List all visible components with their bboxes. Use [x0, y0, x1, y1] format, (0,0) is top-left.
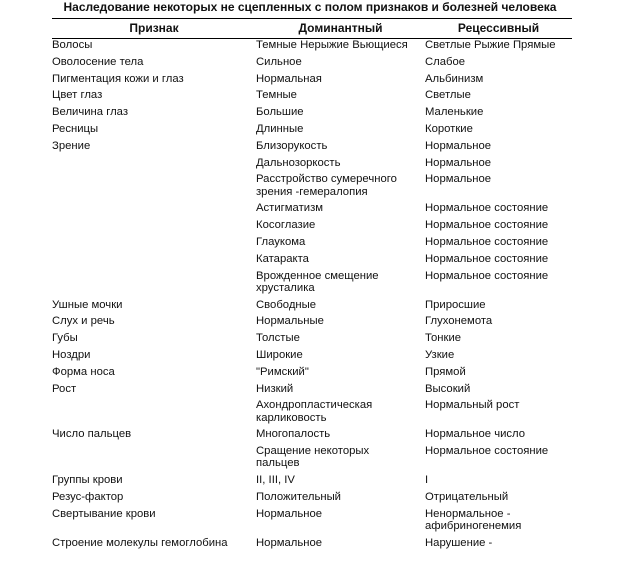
trait-cell: [52, 56, 256, 73]
table-row: [52, 399, 572, 428]
dominant-cell: [256, 491, 425, 508]
dominant-cell-text: Нормальное: [256, 536, 323, 549]
trait-cell: [52, 253, 256, 270]
trait-cell: [52, 202, 256, 219]
dominant-cell: [256, 445, 425, 474]
dominant-cell-text: Косоглазие: [256, 219, 316, 232]
recessive-cell: [425, 474, 572, 491]
dominant-cell-text: Многопалость: [256, 428, 331, 441]
table-row: [52, 270, 572, 299]
dominant-cell-text: Темные Нерыжие Вьющиеся: [256, 39, 408, 51]
trait-cell-text: Оволосение тела: [52, 55, 144, 68]
dominant-cell: [256, 123, 425, 140]
table-body: [52, 39, 572, 554]
recessive-cell: [425, 508, 572, 537]
recessive-cell: [425, 73, 572, 90]
recessive-cell-text: Нормальное: [425, 173, 492, 186]
recessive-cell-text: Приросшие: [425, 298, 486, 311]
dominant-cell-text: Катаракта: [256, 252, 309, 265]
recessive-cell-text: Прямой: [425, 365, 466, 378]
dominant-cell-text: Нормальные: [256, 315, 324, 328]
recessive-cell-text: Нормальное состояние: [425, 202, 549, 215]
dominant-cell-text: Низкий: [256, 382, 294, 395]
recessive-cell-text: Отрицательный: [425, 490, 509, 503]
recessive-cell: [425, 89, 572, 106]
trait-cell: [52, 349, 256, 366]
table-row: [52, 491, 572, 508]
dominant-cell: [256, 253, 425, 270]
dominant-cell-text: Глаукома: [256, 235, 306, 248]
recessive-cell-text: Альбинизм: [425, 72, 484, 85]
recessive-cell-text: Нормальный рост: [425, 399, 520, 412]
trait-cell-text: Резус-фактор: [52, 490, 124, 503]
recessive-cell: [425, 428, 572, 445]
table-row: [52, 106, 572, 123]
dominant-cell: [256, 140, 425, 157]
trait-cell: [52, 157, 256, 174]
dominant-cell-text: Толстые: [256, 332, 300, 345]
recessive-cell: [425, 140, 572, 157]
table-row: [52, 474, 572, 491]
dominant-cell: [256, 157, 425, 174]
recessive-cell: [425, 157, 572, 174]
trait-cell: [52, 366, 256, 383]
trait-cell: [52, 445, 256, 474]
trait-cell-text: Губы: [52, 332, 78, 345]
dominant-cell-text: Широкие: [256, 348, 303, 361]
recessive-cell: [425, 39, 572, 56]
dominant-cell-text: Врожденное смещение хрусталика: [256, 269, 379, 294]
recessive-cell: [425, 445, 572, 474]
dominant-cell-text: Дальнозоркость: [256, 156, 341, 169]
table-row: [52, 123, 572, 140]
recessive-cell-text: Высокий: [425, 382, 471, 395]
dominant-cell-text: II, III, IV: [256, 474, 295, 487]
trait-cell-text: Форма носа: [52, 365, 115, 378]
dominant-cell-text: "Римский": [256, 365, 309, 378]
dominant-cell-text: Темные: [256, 89, 297, 102]
dominant-cell: [256, 349, 425, 366]
recessive-cell: [425, 399, 572, 428]
recessive-cell-text: Нормальное состояние: [425, 269, 549, 282]
trait-cell: [52, 399, 256, 428]
recessive-cell-text: Светлые Рыжие Прямые: [425, 39, 556, 51]
recessive-cell-text: Нормальное состояние: [425, 445, 549, 458]
table-row: [52, 253, 572, 270]
recessive-cell-text: Слабое: [425, 55, 466, 68]
dominant-cell-text: Свободные: [256, 298, 317, 311]
dominant-cell: [256, 39, 425, 56]
dominant-cell: [256, 332, 425, 349]
dominant-cell: [256, 366, 425, 383]
table-row: [52, 383, 572, 400]
table-row: [52, 315, 572, 332]
dominant-cell: [256, 106, 425, 123]
trait-cell: [52, 383, 256, 400]
column-header-recessive: Рецессивный: [425, 19, 572, 39]
table-row: [52, 332, 572, 349]
dominant-cell-text: Нормальная: [256, 72, 322, 85]
trait-cell: [52, 299, 256, 316]
trait-cell: [52, 73, 256, 90]
recessive-cell-text: Нормальное число: [425, 428, 526, 441]
trait-cell-text: Зрение: [52, 139, 91, 152]
trait-cell-text: Слух и речь: [52, 315, 115, 328]
table-row: [52, 508, 572, 537]
trait-cell-text: Ресницы: [52, 122, 99, 135]
dominant-cell: [256, 299, 425, 316]
recessive-cell-text: Нормальное состояние: [425, 235, 549, 248]
recessive-cell: [425, 366, 572, 383]
trait-cell: [52, 332, 256, 349]
table-row: [52, 73, 572, 90]
dominant-cell: [256, 508, 425, 537]
table-row: [52, 219, 572, 236]
dominant-cell: [256, 474, 425, 491]
trait-cell: [52, 39, 256, 56]
table-row: [52, 39, 572, 56]
recessive-cell: [425, 270, 572, 299]
trait-cell: [52, 474, 256, 491]
dominant-cell: [256, 428, 425, 445]
trait-cell-text: Цвет глаз: [52, 89, 103, 102]
table-row: [52, 173, 572, 202]
trait-cell: [52, 173, 256, 202]
recessive-cell-text: Короткие: [425, 122, 473, 135]
recessive-cell-text: Ненормальное - афибриногенемия: [425, 507, 522, 532]
recessive-cell: [425, 236, 572, 253]
recessive-cell: [425, 383, 572, 400]
recessive-cell-text: Нормальное: [425, 139, 492, 152]
dominant-cell-text: Длинные: [256, 122, 304, 135]
recessive-cell-text: Нормальное состояние: [425, 219, 549, 232]
table-row: [52, 366, 572, 383]
recessive-cell: [425, 123, 572, 140]
recessive-cell-text: Тонкие: [425, 332, 462, 345]
trait-cell: [52, 491, 256, 508]
recessive-cell-text: Узкие: [425, 348, 455, 361]
table-row: [52, 349, 572, 366]
recessive-cell: [425, 106, 572, 123]
trait-cell-text: Число пальцев: [52, 428, 132, 441]
dominant-cell-text: Близорукость: [256, 139, 328, 152]
dominant-cell: [256, 383, 425, 400]
dominant-cell: [256, 219, 425, 236]
column-header-dominant: Доминантный: [256, 19, 425, 39]
trait-cell: [52, 236, 256, 253]
dominant-cell: [256, 537, 425, 554]
trait-cell-text: Ноздри: [52, 348, 91, 361]
recessive-cell-text: I: [425, 474, 429, 487]
trait-cell-text: Свертывание крови: [52, 507, 156, 520]
recessive-cell: [425, 299, 572, 316]
trait-cell: [52, 123, 256, 140]
table-row: [52, 140, 572, 157]
table-row: [52, 236, 572, 253]
dominant-cell-text: Расстройство сумеречного зрения -гемералопия: [256, 173, 397, 198]
table-row: [52, 428, 572, 445]
trait-cell: [52, 140, 256, 157]
dominant-cell-text: Ахондропластическая карликовость: [256, 399, 373, 424]
dominant-cell: [256, 173, 425, 202]
recessive-cell-text: Нарушение -: [425, 536, 493, 549]
recessive-cell: [425, 349, 572, 366]
recessive-cell: [425, 56, 572, 73]
trait-cell: [52, 508, 256, 537]
trait-cell: [52, 270, 256, 299]
recessive-cell-text: Глухонемота: [425, 315, 493, 328]
table-row: [52, 89, 572, 106]
trait-cell: [52, 219, 256, 236]
trait-cell-text: Величина глаз: [52, 106, 129, 119]
recessive-cell-text: Маленькие: [425, 106, 484, 119]
trait-cell-text: Строение молекулы гемоглобина: [52, 536, 228, 549]
trait-cell: [52, 89, 256, 106]
column-header-trait: Признак: [52, 19, 256, 39]
table-row: [52, 157, 572, 174]
dominant-cell: [256, 89, 425, 106]
trait-cell-text: Волосы: [52, 39, 93, 51]
recessive-cell: [425, 202, 572, 219]
recessive-cell: [425, 332, 572, 349]
dominant-cell-text: Положительный: [256, 490, 341, 503]
dominant-cell-text: Астигматизм: [256, 202, 324, 215]
dominant-cell-text: Нормальное: [256, 507, 323, 520]
table-row: [52, 202, 572, 219]
table-row: [52, 56, 572, 73]
header-row: [52, 19, 572, 39]
trait-cell-text: Пигментация кожи и глаз: [52, 72, 184, 85]
recessive-cell: [425, 537, 572, 554]
inheritance-table: [52, 18, 572, 554]
recessive-cell: [425, 315, 572, 332]
dominant-cell: [256, 315, 425, 332]
recessive-cell-text: Нормальное: [425, 156, 492, 169]
dominant-cell: [256, 56, 425, 73]
recessive-cell: [425, 219, 572, 236]
table-row: [52, 537, 572, 554]
trait-cell-text: Рост: [52, 382, 77, 395]
dominant-cell: [256, 399, 425, 428]
trait-cell-text: Группы крови: [52, 474, 123, 487]
trait-cell-text: Ушные мочки: [52, 298, 123, 311]
dominant-cell-text: Большие: [256, 106, 304, 119]
recessive-cell-text: Светлые: [425, 89, 471, 102]
dominant-cell: [256, 270, 425, 299]
recessive-cell: [425, 173, 572, 202]
trait-cell: [52, 537, 256, 554]
dominant-cell-text: Сильное: [256, 55, 302, 68]
dominant-cell: [256, 236, 425, 253]
trait-cell: [52, 428, 256, 445]
recessive-cell: [425, 491, 572, 508]
dominant-cell: [256, 73, 425, 90]
table-row: [52, 445, 572, 474]
trait-cell: [52, 315, 256, 332]
recessive-cell: [425, 253, 572, 270]
recessive-cell-text: Нормальное состояние: [425, 252, 549, 265]
trait-cell: [52, 106, 256, 123]
dominant-cell-text: Сращение некоторых пальцев: [256, 445, 370, 470]
table-title: Наследование некоторых не сцепленных с полом признаков и болезней человека: [63, 0, 557, 14]
dominant-cell: [256, 202, 425, 219]
table-row: [52, 299, 572, 316]
